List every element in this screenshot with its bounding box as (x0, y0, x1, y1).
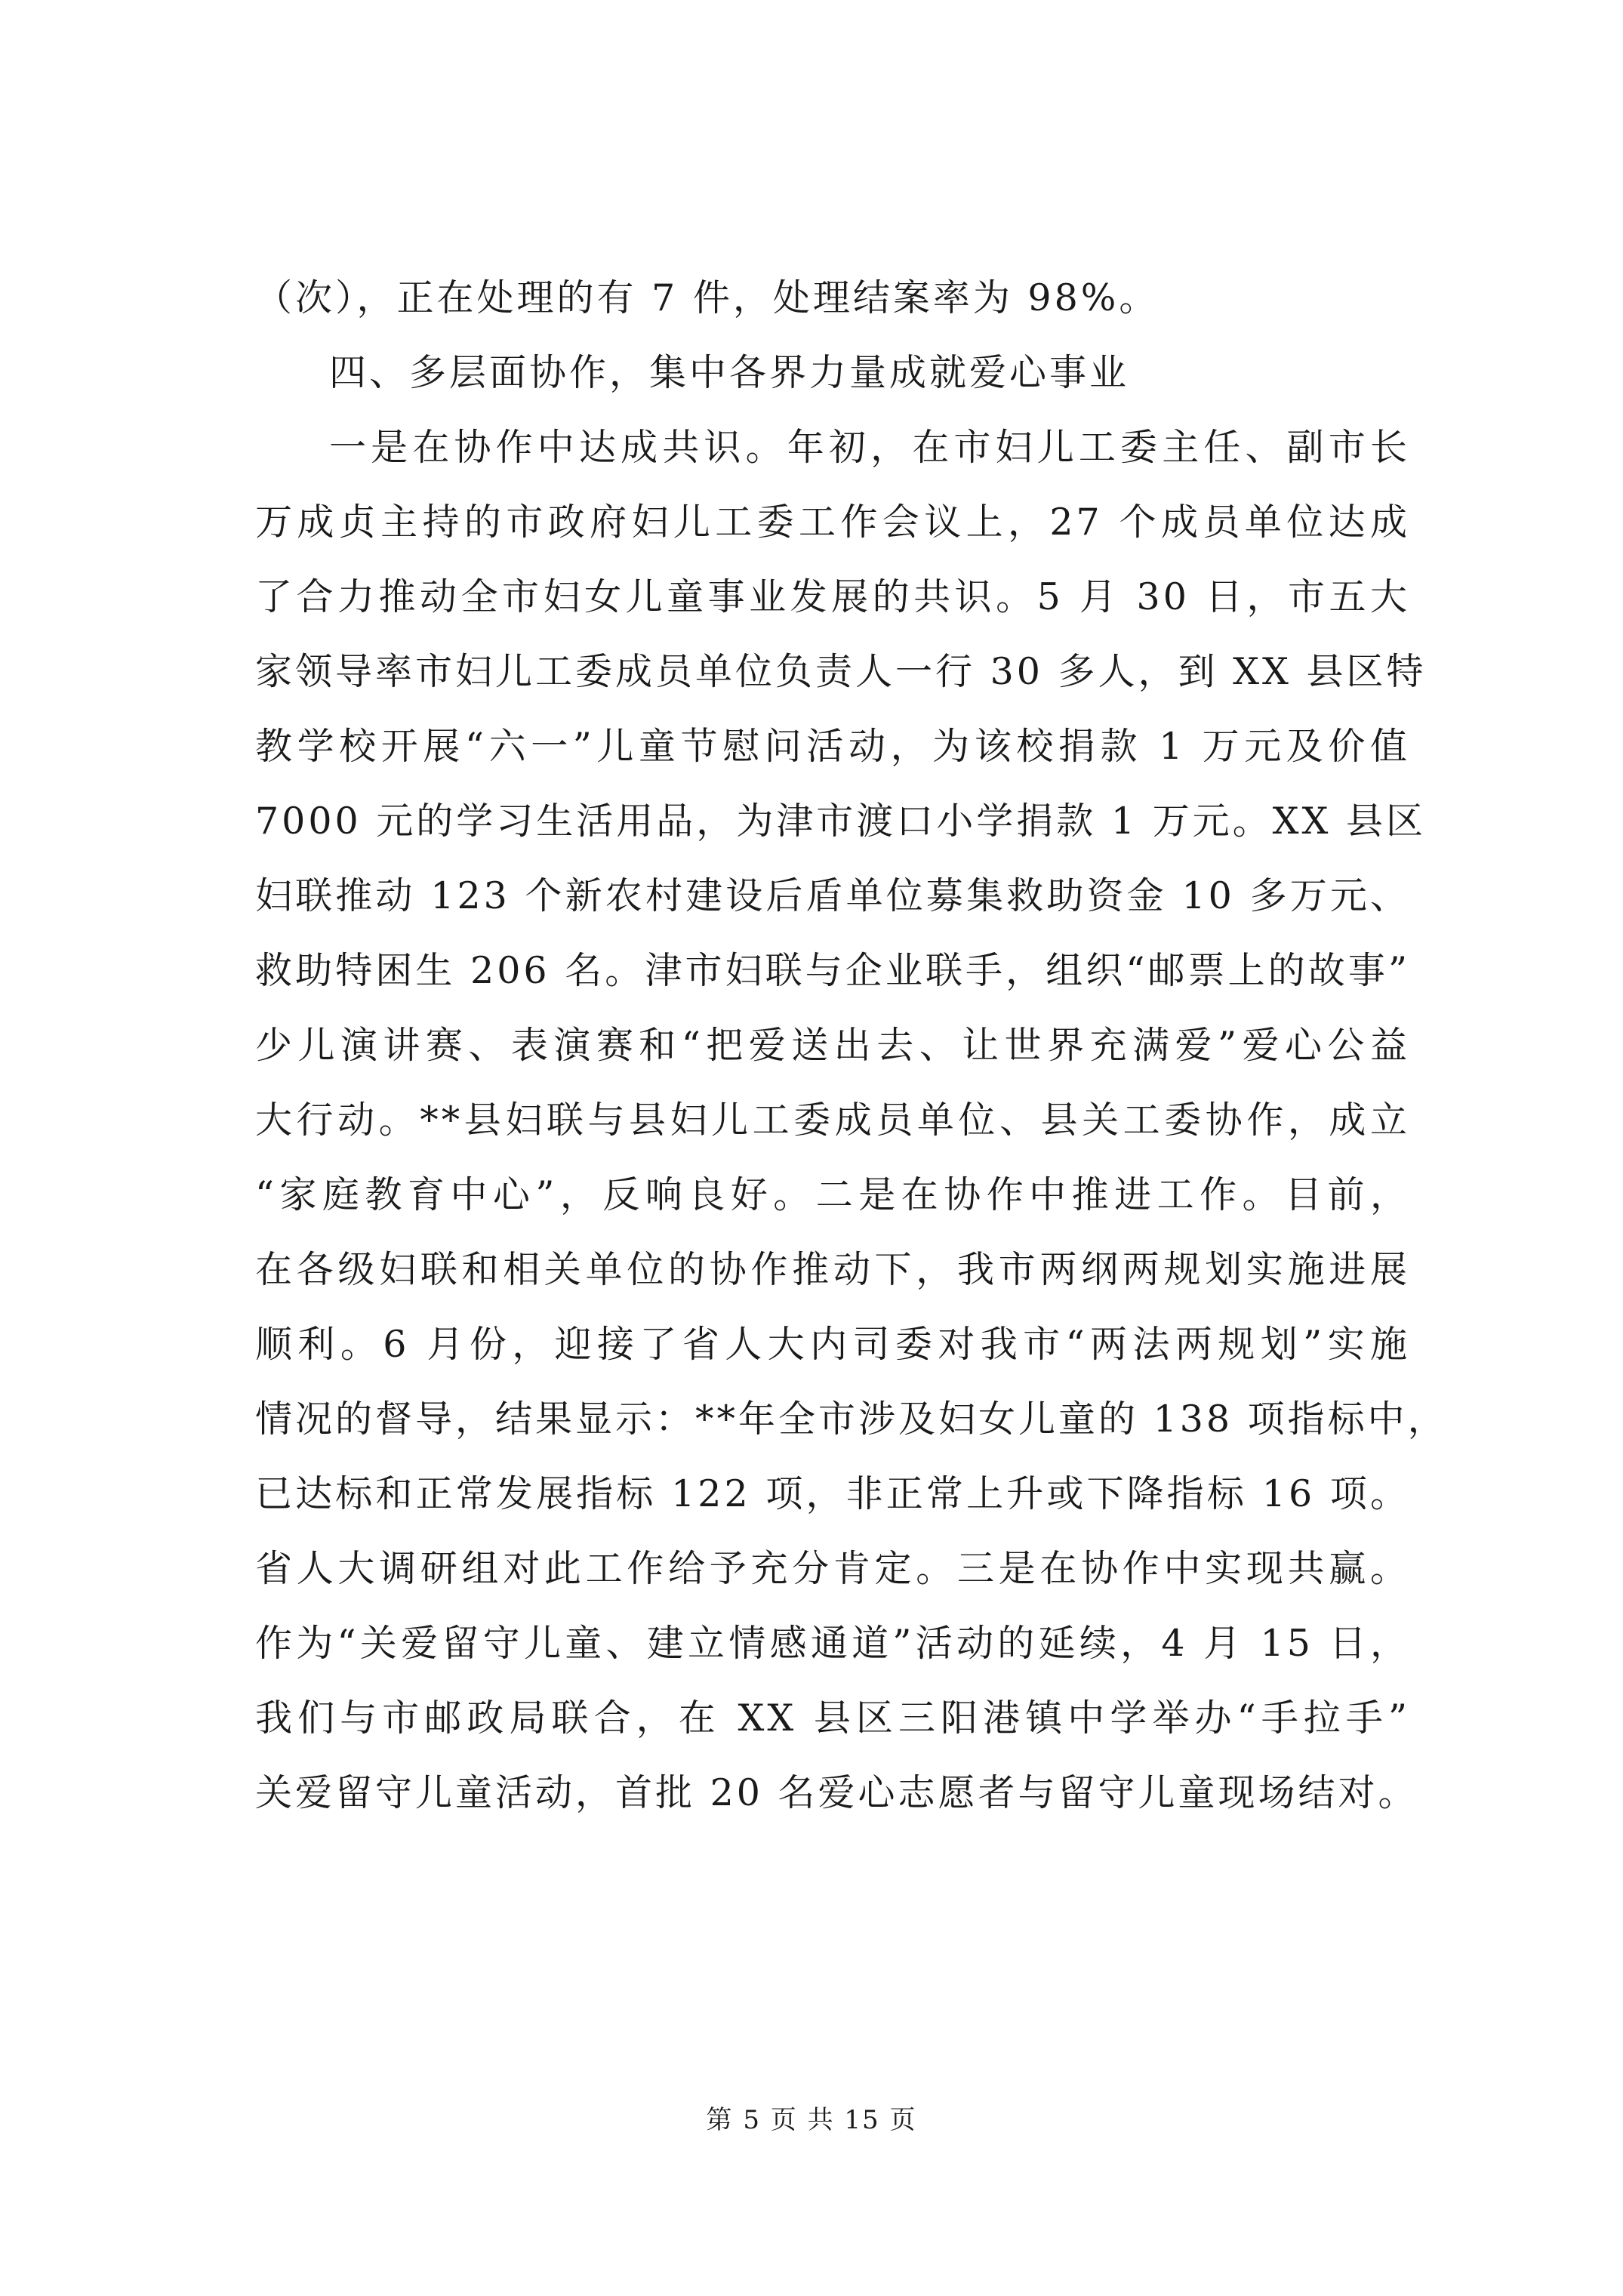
body-line: 妇联推动 123 个新农村建设后盾单位募集救助资金 10 多万元、 (255, 874, 1410, 917)
body-line: 情况的督导，结果显示：**年全市涉及妇女儿童的 138 项指标中， (255, 1398, 1448, 1441)
body-line: 我们与市邮政局联合，在 XX 县区三阳港镇中学举办“手拉手” (255, 1697, 1410, 1740)
body-line: 在各级妇联和相关单位的协作推动下，我市两纲两规划实施进展 (255, 1248, 1410, 1291)
body-line: （次），正在处理的有 7 件，处理结案率为 98%。 (255, 276, 1160, 319)
body-line: 大行动。**县妇联与县妇儿工委成员单位、县关工委协作，成立 (255, 1099, 1410, 1142)
body-line: 教学校开展“六一”儿童节慰问活动，为该校捐款 1 万元及价值 (255, 725, 1410, 768)
body-line: 救助特困生 206 名。津市妇联与企业联手，组织“邮票上的故事” (255, 949, 1410, 992)
body-line: 已达标和正常发展指标 122 项，非正常上升或下降指标 16 项。 (255, 1472, 1410, 1515)
body-line: “家庭教育中心”，反响良好。二是在协作中推进工作。目前， (255, 1173, 1410, 1216)
body-line: 顺利。6 月份，迎接了省人大内司委对我市“两法两规划”实施 (255, 1323, 1410, 1366)
body-line: 了合力推动全市妇女儿童事业发展的共识。5 月 30 日，市五大 (255, 575, 1410, 618)
document-body (255, 260, 1448, 1830)
body-line: 万成贞主持的市政府妇儿工委工作会议上，27 个成员单位达成 (255, 501, 1410, 544)
body-line: 四、多层面协作，集中各界力量成就爱心事业 (329, 351, 1130, 394)
body-line: 一是在协作中达成共识。年初，在市妇儿工委主任、副市长 (329, 426, 1410, 469)
body-line: 关爱留守儿童活动，首批 20 名爱心志愿者与留守儿童现场结对。 (255, 1771, 1418, 1814)
page-footer: 第 5 页 共 15 页 (706, 2105, 917, 2135)
body-line: 少儿演讲赛、表演赛和“把爱送出去、让世界充满爱”爱心公益 (255, 1024, 1410, 1067)
body-line: 7000 元的学习生活用品，为津市渡口小学捐款 1 万元。XX 县区 (255, 800, 1426, 843)
body-line: 家领导率市妇儿工委成员单位负责人一行 30 多人，到 XX 县区特 (255, 650, 1427, 693)
body-line: 作为“关爱留守儿童、建立情感通道”活动的延续，4 月 15 日， (255, 1622, 1410, 1665)
body-line: 省人大调研组对此工作给予充分肯定。三是在协作中实现共赢。 (255, 1547, 1410, 1590)
